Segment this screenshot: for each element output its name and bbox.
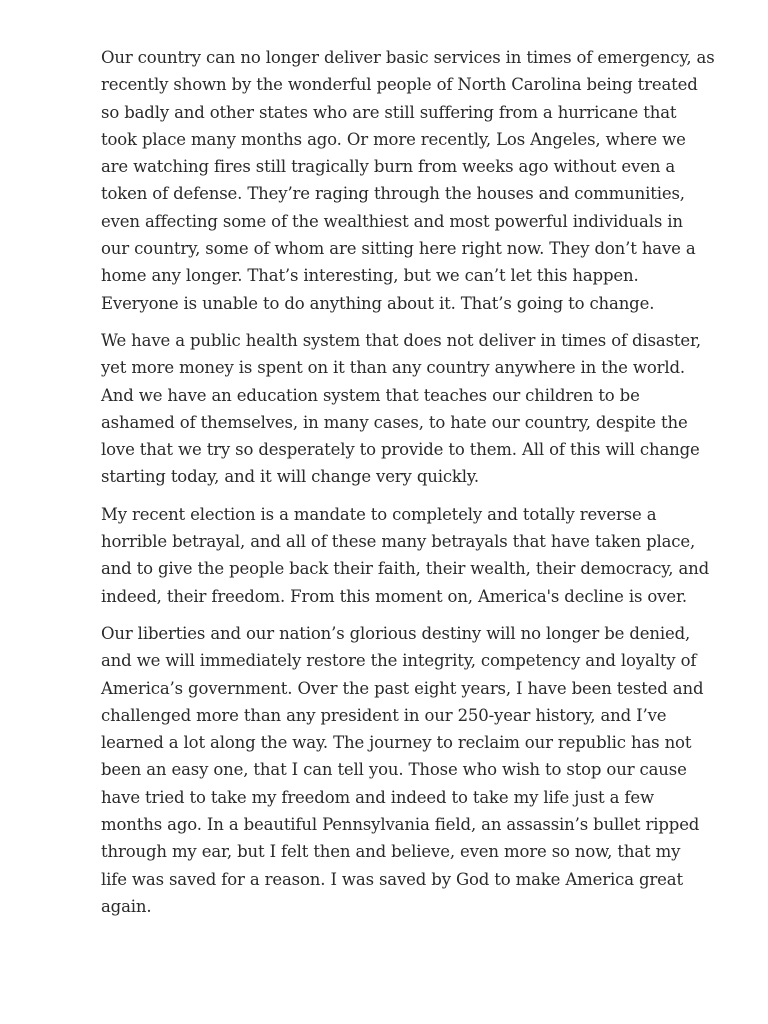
paragraph-2 <box>101 327 702 491</box>
text-line: and to give the people back their faith, their wealth, their democracy, and <box>101 559 710 579</box>
text-line: token of defense. They’re raging through the houses and communities, <box>101 184 685 204</box>
paragraph-1 <box>101 44 715 317</box>
text-line: yet more money is spent on it than any country anywhere in the world. <box>101 358 686 378</box>
text-line: Our country can no longer deliver basic services in times of emergency, as <box>101 48 715 67</box>
text-line: recently shown by the wonderful people of North Carolina being treated <box>101 75 698 95</box>
text-line: months ago. In a beautiful Pennsylvania field, an assassin’s bullet ripped <box>101 815 700 835</box>
text-line: love that we try so desperately to provide to them. All of this will change <box>101 440 700 460</box>
text-line: again. <box>101 896 152 916</box>
text-line: so badly and other states who are still suffering from a hurricane that <box>101 102 677 122</box>
text-line: challenged more than any president in our 250-year history, and I’ve <box>101 705 667 725</box>
text-line: horrible betrayal, and all of these many betrayals that have taken place, <box>101 532 696 552</box>
text-line: even affecting some of the wealthiest and most powerful individuals in <box>101 211 683 231</box>
text-line: learned a lot along the way. The journey to reclaim our republic has not <box>101 733 692 753</box>
text-line: And we have an education system that teaches our children to be <box>101 385 640 405</box>
text-line: starting today, and it will change very quickly. <box>101 467 479 487</box>
text-line: We have a public health system that does not deliver in times of disaster, <box>101 330 702 350</box>
text-line: indeed, their freedom. From this moment on, America's decline is over. <box>101 586 687 606</box>
text-line: are watching fires still tragically burn from weeks ago without even a <box>101 157 676 177</box>
text-line: through my ear, but I felt then and believe, even more so now, that my <box>101 842 681 862</box>
text-line: home any longer. That’s interesting, but we can’t let this happen. <box>101 266 639 286</box>
text-line: Everyone is unable to do anything about it. That’s going to change. <box>101 293 655 313</box>
text-line: our country, some of whom are sitting here right now. They don’t have a <box>101 239 696 259</box>
paragraph-4 <box>101 620 704 920</box>
text-line: Our liberties and our nation’s glorious destiny will no longer be denied, <box>101 623 691 643</box>
text-line: and we will immediately restore the integrity, competency and loyalty of <box>101 651 697 671</box>
text-line: have tried to take my freedom and indeed to take my life just a few <box>101 787 654 807</box>
text-line: America’s government. Over the past eight years, I have been tested and <box>101 678 704 698</box>
document-body <box>101 44 715 930</box>
text-line: My recent election is a mandate to completely and totally reverse a <box>101 504 657 524</box>
text-line: took place many months ago. Or more recently, Los Angeles, where we <box>101 129 686 149</box>
text-line: ashamed of themselves, in many cases, to hate our country, despite the <box>101 412 688 432</box>
text-line: life was saved for a reason. I was saved by God to make America great <box>101 869 683 889</box>
text-line: been an easy one, that I can tell you. Those who wish to stop our cause <box>101 760 687 780</box>
paragraph-3 <box>101 501 710 610</box>
